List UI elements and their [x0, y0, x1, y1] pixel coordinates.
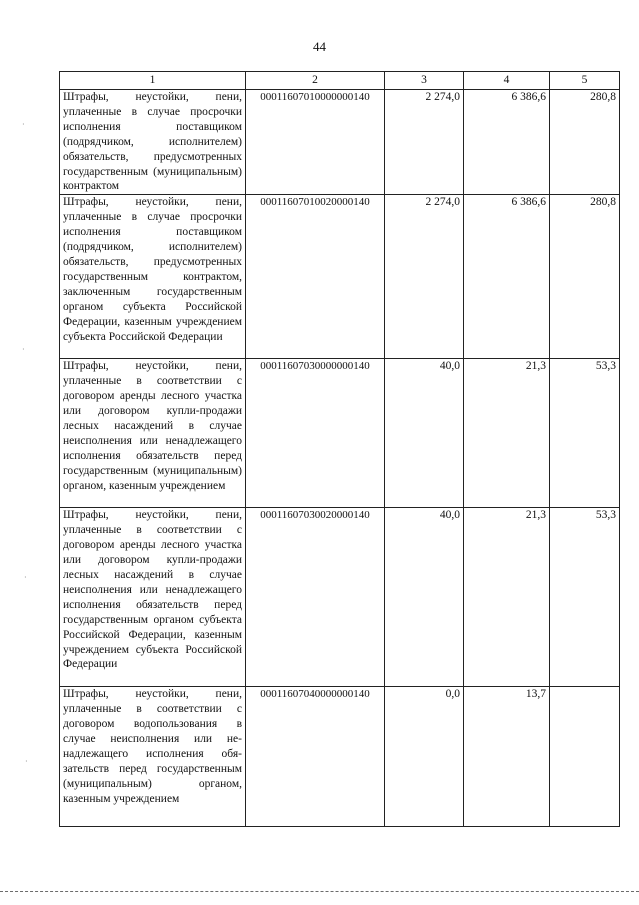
- row-value-col3: 40,0: [385, 508, 464, 687]
- header-cell-5: 5: [550, 72, 620, 90]
- row-value-col5: 280,8: [550, 90, 620, 195]
- row-name-cell: Штрафы, неустойки, пени, уплаченные в случае просрочки исполнения поставщиком (подрядчиком, исполнителем) обязательств, предусмотренных государственным контрактом, заключенным государственным органом субъекта Российской Федерации, казенным учреждением субъекта Российской Федерации: [60, 195, 246, 359]
- header-cell-3: 3: [385, 72, 464, 90]
- row-name-cell: Штрафы, неустойки, пени, уплаченные в соответствии с договором аренды лесного участка или договором купли-продажи лесных насаждений в случае неисполнения или ненадлежащего исполнения обязательств перед государственным органом субъекта Российской Федерации, казенным учреждением субъекта Российской Федерации: [60, 508, 246, 687]
- row-value-col3: 0,0: [385, 687, 464, 827]
- row-value-col5: 53,3: [550, 359, 620, 508]
- row-value-col5: 280,8: [550, 195, 620, 359]
- row-value-col3: 40,0: [385, 359, 464, 508]
- table-row: [60, 90, 620, 195]
- row-code-cell: 00011607010020000140: [246, 195, 385, 359]
- row-name-cell: Штрафы, неустойки, пени, уплаченные в случае просрочки исполнения поставщиком (подрядчиком, исполнителем) обязательств, предусмотренных государственным (муниципальным) контрактом: [60, 90, 246, 195]
- row-code-cell: 00011607030020000140: [246, 508, 385, 687]
- row-code-cell: 00011607010000000140: [246, 90, 385, 195]
- header-cell-4: 4: [464, 72, 550, 90]
- row-value-col4: 6 386,6: [464, 195, 550, 359]
- scan-speck: ·: [22, 120, 25, 129]
- table-row: [60, 508, 620, 687]
- table-row: [60, 195, 620, 359]
- row-code-cell: 00011607030000000140: [246, 359, 385, 508]
- scan-speck: ·: [22, 345, 25, 354]
- budget-table: [59, 71, 620, 827]
- row-value-col4: 21,3: [464, 508, 550, 687]
- scan-speck: ·: [24, 573, 27, 582]
- row-name-cell: Штрафы, неустойки, пени, уплаченные в соответствии с договором аренды лесного участка или договором купли-продажи лесных насаждений в случае неисполнения или ненадлежащего исполнения обязательств перед государственным (муниципальным) органом, казенным учреждением: [60, 359, 246, 508]
- row-value-col3: 2 274,0: [385, 90, 464, 195]
- row-value-col3: 2 274,0: [385, 195, 464, 359]
- table-row: [60, 687, 620, 827]
- row-value-col4: 13,7: [464, 687, 550, 827]
- row-value-col5: 53,3: [550, 508, 620, 687]
- row-value-col4: 21,3: [464, 359, 550, 508]
- row-name-cell: Штрафы, неустойки, пени, уплаченные в соответствии с договором водопользования в случае неисполнения или ненадлежащего исполнения обязательств перед государственным (муниципальным) органом, казенным учреждением: [60, 687, 246, 827]
- row-value-col4: 6 386,6: [464, 90, 550, 195]
- footer-rule: [0, 891, 639, 892]
- header-cell-2: 2: [246, 72, 385, 90]
- row-code-cell: 00011607040000000140: [246, 687, 385, 827]
- table-header-row: [60, 72, 620, 90]
- row-value-col5: [550, 687, 620, 827]
- header-cell-1: 1: [60, 72, 246, 90]
- table-row: [60, 359, 620, 508]
- scan-speck: ·: [25, 757, 28, 766]
- page-number: 44: [313, 39, 326, 54]
